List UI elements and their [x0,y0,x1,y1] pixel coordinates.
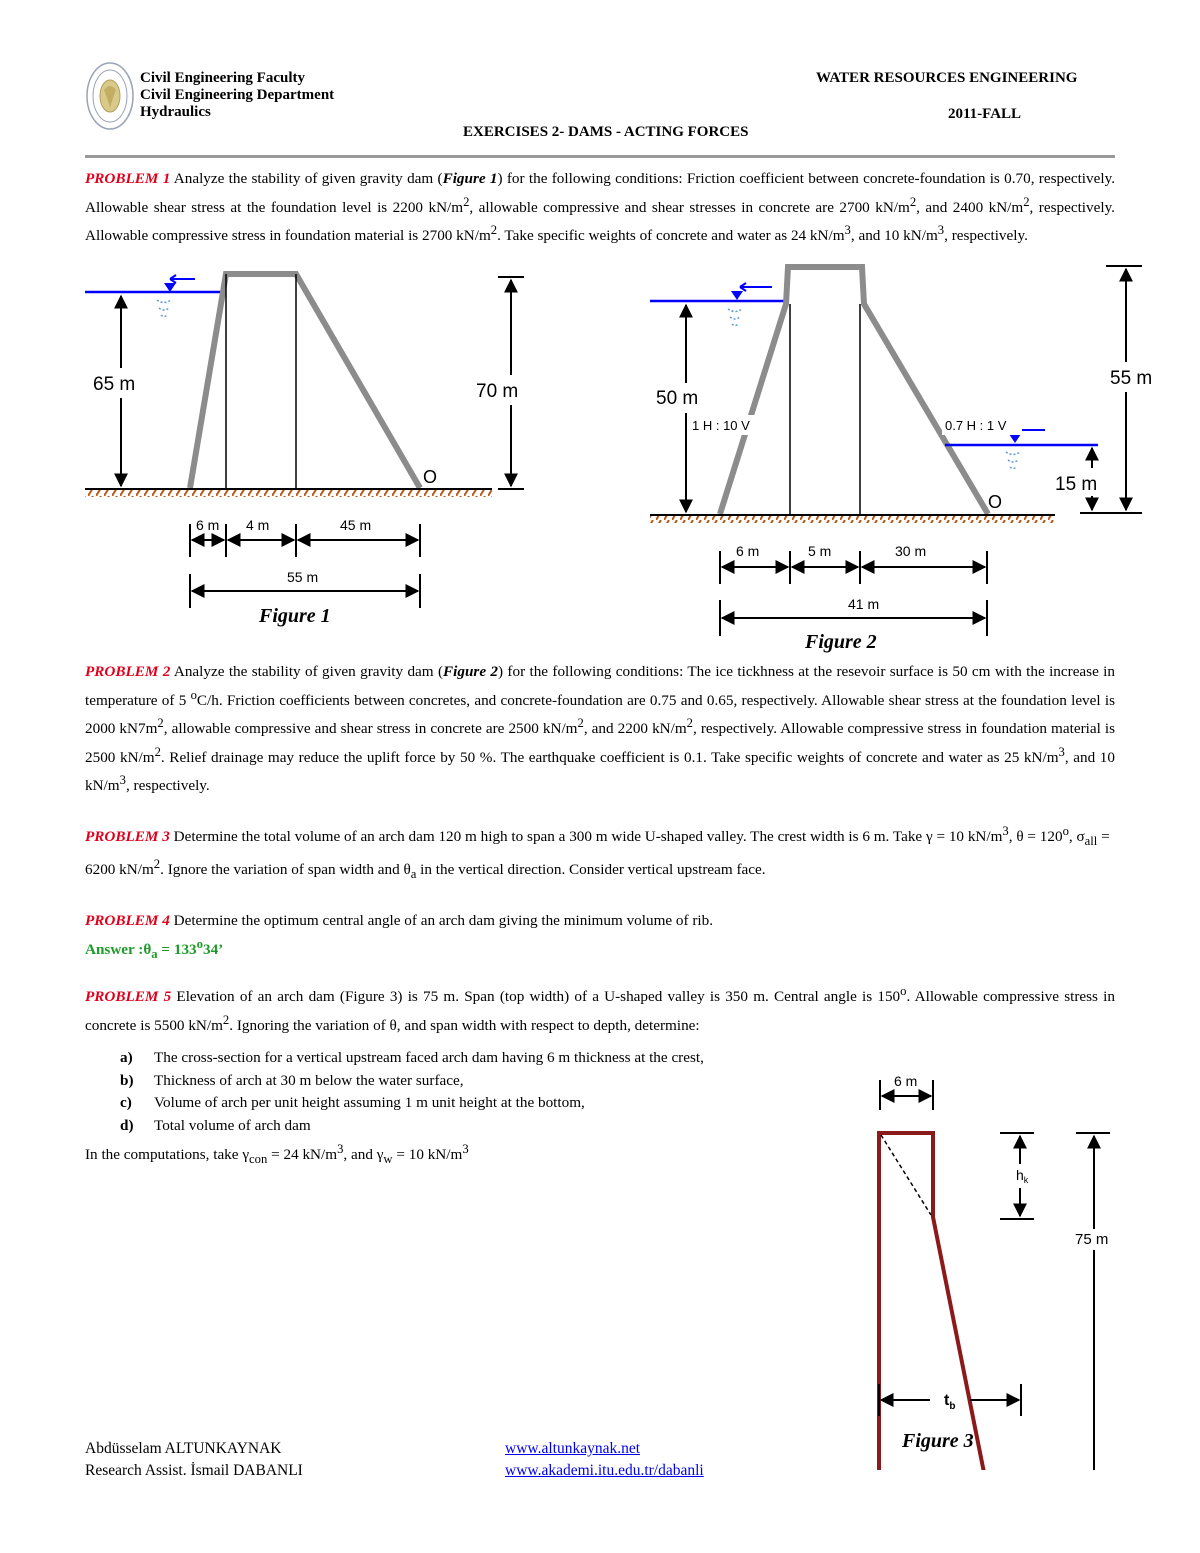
svg-text:30 m: 30 m [895,543,927,559]
footer-link-1[interactable]: www.altunkaynak.net [505,1440,641,1457]
fig3-tb-dim [870,1382,1030,1422]
footer-author-2: Research Assist. İsmail DABANLI [85,1462,303,1479]
problem-2: PROBLEM 2 Analyze the stability of given gravity dam (Figure 2) for the following conditions: The ice tickhness at the resevoir surface is 50 cm with the increase in temperature of 5 $^o$C/h. Friction coefficients between concretes, and concrete-foundation are 0.75 and 0.65, respectively. Allowable shear stress at the foundation level is 2000 $kN7m^2$, allowable compressive and shear stress in concrete are 2500 $kN/m^2$, and 2200 $kN/m^2$, respectively. Allowable compressive stress in foundation material is 2500 $kN/m^2$. Relief drainage may reduce the uplift force by 50 %. The earthquake coefficient is 0.1. Take specific weights of concrete and water as 25 $kN/m^3$, and 10 $kN/m^3$, respectively. [85,663,1116,795]
svg-text:6 m: 6 m [196,517,220,533]
problem-1: PROBLEM 1 Analyze the stability of given gravity dam (Figure 1) for the following conditions: Friction coefficient between concrete-foundation is 0.70, respectively. Allowable shear stress at the foundation level is 2200 $kN/m^2$, allowable compressive and shear stresses in concrete are 2700 $kN/m^2$, and 2400 $kN/m^2$, respectively. Allowable compressive stress in foundation material is 2700 $kN/m^2$. Take specific weights of concrete and water as 24 $kN/m^3$, and 10 $kN/m^3$, respectively. [85,170,1115,245]
header-course: WATER RESOURCES ENGINEERING [816,70,1078,86]
problem-4-answer: Answer $:\theta_a = 133^o34$’ [85,936,224,961]
svg-text:55 m: 55 m [287,569,319,585]
fig3-crest-label: 6 m [894,1073,918,1089]
fig2-upstream-slope: 1 H : 10 V [692,418,750,433]
fig1-point-o: O [423,467,438,487]
problem-2-label: PROBLEM 2 [85,663,171,680]
fig1-total-height-label: 70 m [476,381,519,402]
fig2-water-height-label: 50 m [656,388,699,409]
fig2-water-level-icon [731,291,743,300]
fig3-tb-label: $t_b$ [944,1392,956,1413]
fig2-caption: Figure 2 [805,631,877,653]
problem-4-label: PROBLEM 4 [85,912,170,929]
header-faculty: Civil Engineering Faculty [140,70,305,86]
fig2-point-o: O [988,492,1003,512]
problem-5-label: PROBLEM 5 [85,988,172,1006]
list-item: d) Total volume of arch dam [120,1116,311,1134]
fig3-caption: Figure 3 [902,1430,974,1452]
footer-author-1: Abdüsselam ALTUNKAYNAK [85,1440,282,1457]
svg-text:4 m: 4 m [246,517,270,533]
problem-5: PROBLEM 5 Elevation of an arch dam (Figure 3) is 75 m. Span (top width) of a U-shaped valley is 350 m. Central angle is 150$^o$. Allowable compressive stress in concrete is 5500 $kN/m^2$. Ignoring the variation of θ, and span width with respect to depth, determine: [85,984,1115,1034]
list-item: a) The cross-section for a vertical upstream faced arch dam having 6 m thickness at the crest, [120,1049,704,1066]
fig2-tail-height-label: 15 m [1055,474,1098,495]
fig1-water-level-icon [164,283,176,292]
header-term: 2011-FALL [948,106,1022,122]
problem-3: PROBLEM 3 Determine the total volume of an arch dam 120 m high to span a 300 m wide U-shaped valley. The crest width is 6 m. Take γ = 10 $kN/m^3$, $\theta = 120^o$, $\sigma_{all} = 6200$ $kN/m^2$. Ignore the variation of span width and $\theta_a$ in the vertical direction. Consider vertical upstream face. [85,824,1110,881]
header-department: Civil Engineering Department [140,87,335,103]
list-item: c) Volume of arch per unit height assuming 1 m unit height at the bottom, [120,1094,585,1111]
fig2-water-arrow-icon [740,283,772,291]
problem-4: PROBLEM 4 Determine the optimum central angle of an arch dam giving the minimum volume of rib. Answer $:\theta_a = 133^o34$’ [85,912,714,961]
problem-5-computations: In the computations, take $\gamma_{con} = 24$ $kN/m^3$, and $\gamma_w = 10$ $kN/m^3$ [85,1142,469,1167]
fig3-hk-label: $h_k$ [1016,1167,1029,1185]
fig1-water-height-label: 65 m [93,374,136,395]
problem-5-list [120,1047,704,1137]
footer-link-2[interactable]: www.akademi.itu.edu.tr/dabanli [505,1462,704,1479]
problem-1-label: PROBLEM 1 [85,170,171,187]
fig2-total-height-label: 55 m [1110,368,1153,389]
svg-text:45 m: 45 m [340,517,372,533]
fig2-dam-outline [720,267,988,514]
svg-text:5 m: 5 m [808,543,832,559]
fig2-downstream-slope: 0.7 H : 1 V [945,418,1007,433]
fig3-height-label: 75 m [1075,1231,1109,1248]
fig1-dam-outline [190,274,420,488]
svg-text:41 m: 41 m [848,596,880,612]
document-title: EXERCISES 2- DAMS - ACTING FORCES [463,124,749,140]
fig1-water-arrow-icon [170,275,195,283]
fig1-caption: Figure 1 [259,605,331,627]
header-division: Hydraulics [140,104,211,120]
problem-3-label: PROBLEM 3 [85,828,170,846]
figure-1 [0,0,1200,660]
list-item: b) Thickness of arch at 30 m below the water surface, [120,1071,464,1089]
svg-text:6 m: 6 m [736,543,760,559]
